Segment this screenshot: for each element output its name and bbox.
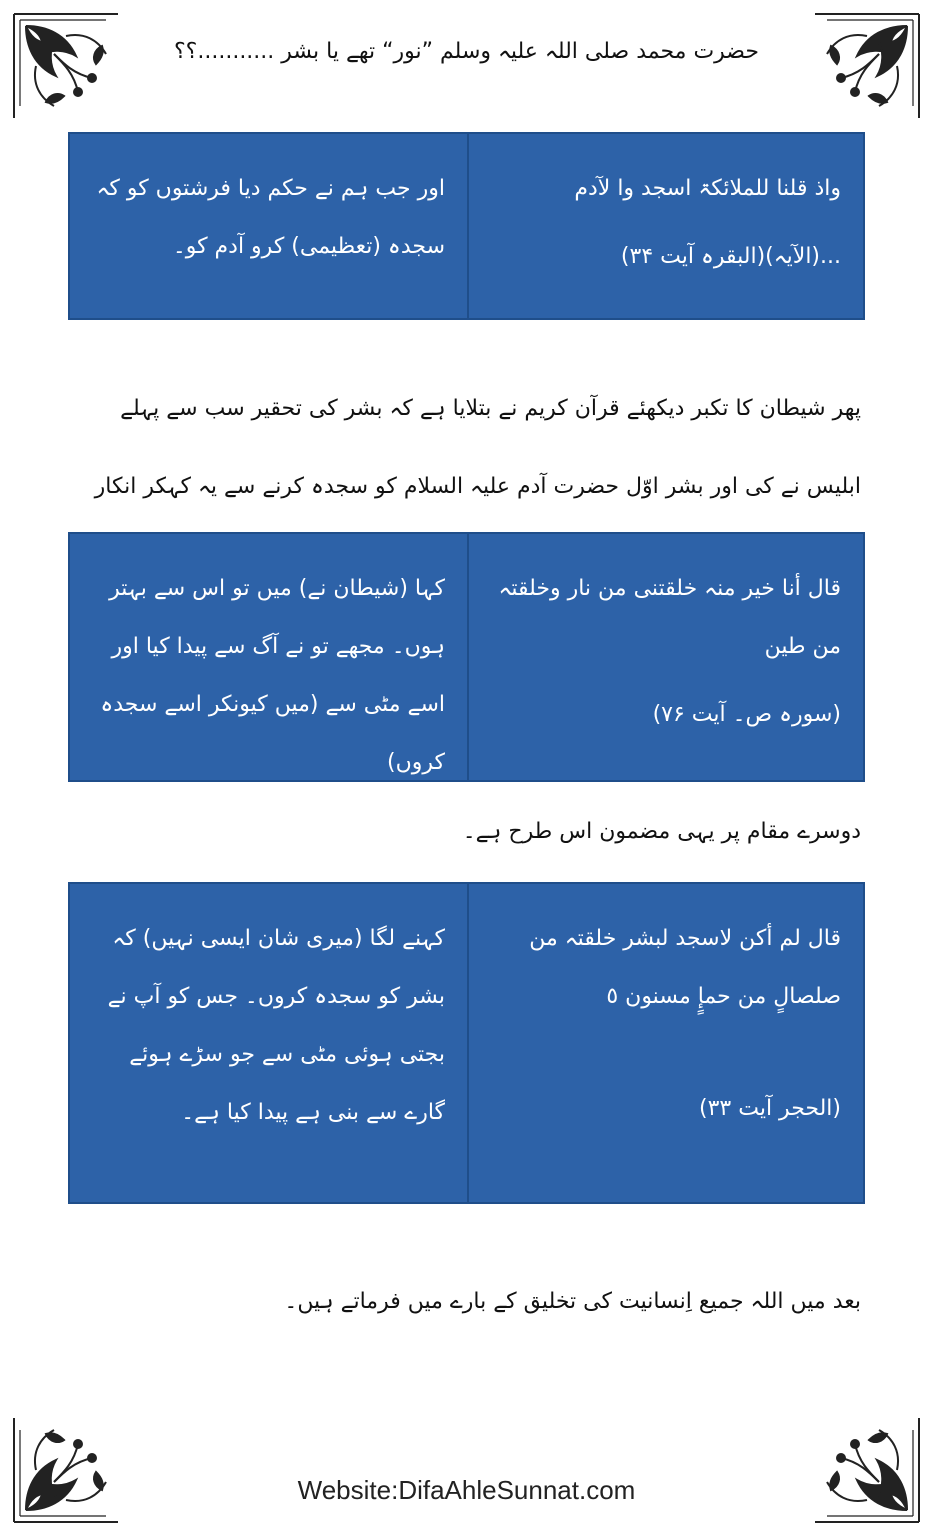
arabic-verse: قال لم أکن لاسجد لبشر خلقتہ من صلصالٍ من حمإٍ مسنون ٥ [529, 926, 841, 1009]
website-footer: Website:DifaAhleSunnat.com [297, 1475, 636, 1505]
urdu-translation: کہنے لگا (میری شان ایسی نہیں) کہ بشر کو سجدہ کروں۔ جس کو آپ نے بجتی ہوئی مٹی سے جو سڑے ہوئے گارے سے بنی ہے پیدا کیا ہے۔ [107, 926, 445, 1125]
arabic-verse-cell [467, 134, 863, 318]
arabic-verse-cell [467, 884, 863, 1202]
corner-ornament-top-right-icon [807, 6, 927, 126]
verse-box-1 [68, 132, 865, 320]
urdu-translation: اور جب ہم نے حکم دیا فرشتوں کو کہ سجدہ (تعظیمی) کرو آدم کو۔ [96, 176, 445, 259]
urdu-translation-cell [70, 534, 467, 780]
urdu-translation: کہا (شیطان نے) میں تو اس سے بہتر ہوں۔ مجھے تو نے آگ سے پیدا کیا اور اسے مٹی سے (میں کیونکر اسے سجدہ کروں) [100, 576, 445, 775]
page-title: حضرت محمد صلی اللہ علیہ وسلم ”نور“ تھے یا بشر ...........؟؟ [174, 39, 759, 64]
arabic-verse: واذ قلنا للملائکۃ اسجد وا لآدم [574, 176, 841, 201]
corner-ornament-bottom-right-icon [807, 1410, 927, 1530]
verse-box-2 [68, 532, 865, 782]
urdu-translation-cell [70, 134, 467, 318]
arabic-verse: قال أنا خیر منہ خلقتنی من نار وخلقتہ من طین [498, 576, 841, 659]
body-paragraph-3 [70, 1276, 861, 1328]
paragraph-text: پھر شیطان کا تکبر دیکھئے قرآن کریم نے بتلایا ہے کہ بشر کی تحقیر سب سے پہلے ابلیس نے کی اور بشر اوّل حضرت آدم علیہ السلام کو سجدہ کرنے سے یہ کہکر انکار [94, 396, 861, 499]
corner-ornament-top-left-icon [6, 6, 126, 126]
corner-ornament-bottom-left-icon [6, 1410, 126, 1530]
urdu-translation-cell [70, 884, 467, 1202]
body-paragraph-2 [70, 806, 861, 858]
verse-reference: (سورہ ص۔ آیت ۷۶) [652, 702, 841, 727]
paragraph-text: دوسرے مقام پر یہی مضمون اس طرح ہے۔ [462, 819, 861, 844]
verse-box-3 [68, 882, 865, 1204]
verse-reference: ...(الآیہ)(البقرہ آیت ۳۴) [620, 244, 841, 269]
verse-reference: (الحجر آیت ۳۳) [699, 1096, 841, 1121]
paragraph-text: بعد میں اللہ جمیع اِنسانیت کی تخلیق کے بارے میں فرماتے ہیں۔ [284, 1289, 861, 1314]
arabic-verse-cell [467, 534, 863, 780]
